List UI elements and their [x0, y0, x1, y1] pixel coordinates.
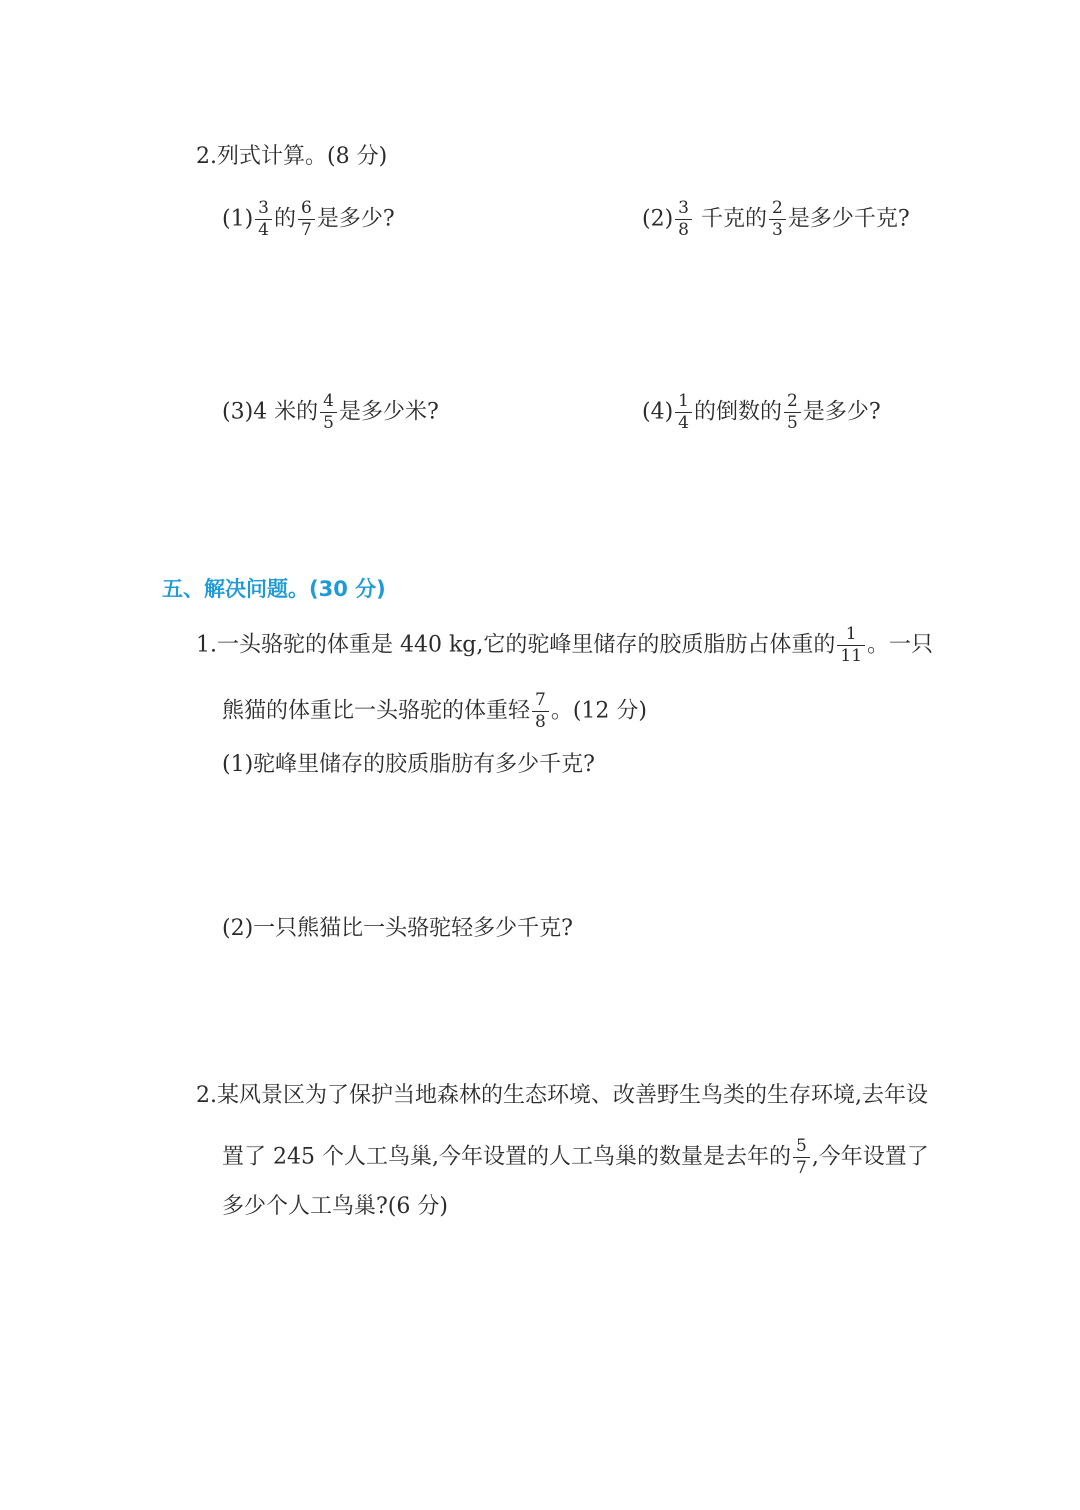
problem-1-sub-1: (1)驼峰里储存的胶质脂肪有多少千克? — [222, 752, 595, 777]
fraction: $\frac{5}{7}$ — [793, 1138, 810, 1177]
question-1: (1) $\frac{3}{4}$ 的 $\frac{6}{7}$ 是多少? — [222, 198, 395, 240]
question-4: (4) $\frac{1}{4}$ 的倒数的 $\frac{2}{5}$ 是多少? — [642, 391, 881, 433]
fraction: $\frac{2}{3}$ — [769, 200, 786, 239]
fraction: $\frac{4}{5}$ — [320, 393, 337, 432]
problem-2-line-1: 2.某风景区为了保护当地森林的生态环境、改善野生鸟类的生存环境,去年设 — [196, 1083, 928, 1108]
question-2: (2) $\frac{3}{8}$ 千克的 $\frac{2}{3}$ 是多少千克? — [642, 198, 910, 240]
problem-2-line-3: 多少个人工鸟巢?(6 分) — [222, 1194, 448, 1219]
problem-1-line-2: 熊猫的体重比一头骆驼的体重轻 $\frac{7}{8}$ 。(12 分) — [222, 690, 647, 732]
section-title: 五、解决问题。(30 分) — [162, 577, 386, 601]
fraction: $\frac{2}{5}$ — [784, 393, 801, 432]
fraction: $\frac{3}{8}$ — [675, 200, 692, 239]
problem-2-line-2: 置了 245 个人工鸟巢,今年设置的人工鸟巢的数量是去年的 $\frac{5}{7}$ ,今年设置了 — [222, 1136, 929, 1178]
fraction: $\frac{1}{11}$ — [837, 626, 865, 665]
fraction: $\frac{1}{4}$ — [675, 393, 692, 432]
part2-title: 2.列式计算。(8 分) — [196, 144, 388, 169]
fraction: $\frac{3}{4}$ — [255, 200, 272, 239]
problem-1-sub-2: (2)一只熊猫比一头骆驼轻多少千克? — [222, 916, 573, 941]
question-1-prefix: (1) — [222, 206, 254, 232]
question-3: (3)4 米的 $\frac{4}{5}$ 是多少米? — [222, 391, 439, 433]
fraction: $\frac{6}{7}$ — [298, 200, 315, 239]
fraction: $\frac{7}{8}$ — [532, 692, 549, 731]
problem-1-line-1: 1.一头骆驼的体重是 440 kg,它的驼峰里储存的胶质脂肪占体重的 $\frac{1}{11}$ 。一只 — [196, 624, 934, 666]
